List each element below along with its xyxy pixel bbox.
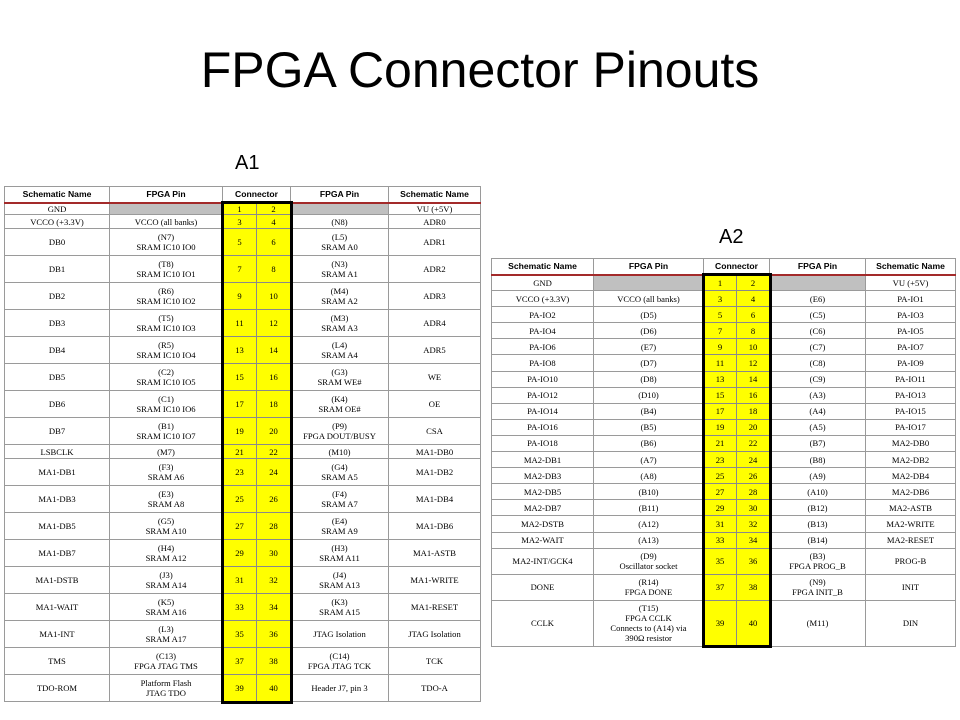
- schematic-name-left: MA1-INT: [5, 621, 110, 648]
- schematic-name-left: DB6: [5, 391, 110, 418]
- schematic-name-right: MA1-DB4: [389, 486, 481, 513]
- schematic-name-left: DB1: [5, 256, 110, 283]
- schematic-name-left: PA-IO8: [492, 355, 594, 371]
- connector-pin-even: 24: [737, 452, 770, 468]
- table-row: [5, 594, 481, 621]
- table-row: [5, 675, 481, 702]
- fpga-pin-left: (B10): [594, 484, 704, 500]
- schematic-name-left: MA1-WAIT: [5, 594, 110, 621]
- connector-pin-even: 14: [737, 371, 770, 387]
- fpga-pin-right: (F4) SRAM A7: [291, 486, 389, 513]
- schematic-name-left: PA-IO2: [492, 307, 594, 323]
- fpga-pin-left: (A7): [594, 452, 704, 468]
- fpga-pin-left: (T5) SRAM IC10 IO3: [110, 310, 223, 337]
- schematic-name-left: MA2-DSTB: [492, 516, 594, 532]
- schematic-name-right: MA2-ASTB: [866, 500, 956, 516]
- schematic-name-right: MA2-RESET: [866, 532, 956, 548]
- connector-pin-even: 28: [737, 484, 770, 500]
- table-row: [492, 548, 956, 574]
- schematic-name-left: VCCO (+3.3V): [5, 215, 110, 229]
- fpga-pin-left: (E7): [594, 339, 704, 355]
- table-row: [492, 419, 956, 435]
- table-row: [492, 275, 956, 291]
- fpga-pin-left: (D6): [594, 323, 704, 339]
- table-row: [5, 445, 481, 459]
- connector-pin-odd: 17: [704, 403, 737, 419]
- table-row: [492, 403, 956, 419]
- fpga-pin-right: (C7): [770, 339, 866, 355]
- connector-pin-odd: 39: [223, 675, 257, 702]
- fpga-pin-right: (C6): [770, 323, 866, 339]
- fpga-pin-right: (K4) SRAM OE#: [291, 391, 389, 418]
- schematic-name-left: MA1-DB1: [5, 459, 110, 486]
- schematic-name-right: MA1-DB2: [389, 459, 481, 486]
- table-row: [5, 256, 481, 283]
- connector-pin-even: 40: [737, 600, 770, 646]
- fpga-pin-right: (C5): [770, 307, 866, 323]
- schematic-name-left: MA1-DB7: [5, 540, 110, 567]
- fpga-pin-left: VCCO (all banks): [110, 215, 223, 229]
- table-row: [492, 291, 956, 307]
- connector-pin-even: 16: [737, 387, 770, 403]
- fpga-pin-right: (E4) SRAM A9: [291, 513, 389, 540]
- connector-pin-odd: 15: [704, 387, 737, 403]
- schematic-name-right: PA-IO17: [866, 419, 956, 435]
- connector-pin-even: 28: [257, 513, 291, 540]
- header-schematic-name: Schematic Name: [492, 259, 594, 275]
- schematic-name-left: LSBCLK: [5, 445, 110, 459]
- table-row: [492, 500, 956, 516]
- connector-pin-even: 22: [737, 435, 770, 451]
- header-fpga-pin: FPGA Pin: [110, 187, 223, 203]
- connector-pin-odd: 27: [704, 484, 737, 500]
- schematic-name-right: MA1-DB0: [389, 445, 481, 459]
- schematic-name-left: DB3: [5, 310, 110, 337]
- a1-label: A1: [235, 152, 260, 174]
- schematic-name-left: PA-IO4: [492, 323, 594, 339]
- table-row: [492, 532, 956, 548]
- fpga-pin-left: (K5) SRAM A16: [110, 594, 223, 621]
- fpga-pin-right: (M4) SRAM A2: [291, 283, 389, 310]
- table-row: [492, 355, 956, 371]
- connector-pin-even: 10: [737, 339, 770, 355]
- schematic-name-right: ADR0: [389, 215, 481, 229]
- connector-pin-even: 32: [257, 567, 291, 594]
- schematic-name-left: PA-IO6: [492, 339, 594, 355]
- fpga-pin-right: (N8): [291, 215, 389, 229]
- fpga-pin-right: (B14): [770, 532, 866, 548]
- schematic-name-right: MA1-RESET: [389, 594, 481, 621]
- connector-pin-odd: 33: [704, 532, 737, 548]
- fpga-pin-right: (J4) SRAM A13: [291, 567, 389, 594]
- schematic-name-right: MA2-DB2: [866, 452, 956, 468]
- connector-pin-odd: 7: [704, 323, 737, 339]
- schematic-name-left: CCLK: [492, 600, 594, 646]
- fpga-pin-right: [291, 203, 389, 215]
- fpga-pin-right: (H3) SRAM A11: [291, 540, 389, 567]
- fpga-pin-left: (B11): [594, 500, 704, 516]
- connector-pin-odd: 31: [223, 567, 257, 594]
- schematic-name-left: PA-IO10: [492, 371, 594, 387]
- connector-pin-odd: 15: [223, 364, 257, 391]
- connector-pin-even: 26: [737, 468, 770, 484]
- fpga-pin-right: (P9) FPGA DOUT/BUSY: [291, 418, 389, 445]
- schematic-name-right: MA2-DB4: [866, 468, 956, 484]
- fpga-pin-right: (L5) SRAM A0: [291, 229, 389, 256]
- schematic-name-left: MA2-DB1: [492, 452, 594, 468]
- connector-pin-odd: 13: [704, 371, 737, 387]
- table-row: [5, 391, 481, 418]
- fpga-pin-right: (C14) FPGA JTAG TCK: [291, 648, 389, 675]
- table-row: [5, 459, 481, 486]
- fpga-pin-right: (N3) SRAM A1: [291, 256, 389, 283]
- connector-pin-even: 36: [257, 621, 291, 648]
- schematic-name-left: TMS: [5, 648, 110, 675]
- connector-pin-even: 6: [257, 229, 291, 256]
- header-fpga-pin: FPGA Pin: [291, 187, 389, 203]
- connector-pin-even: 36: [737, 548, 770, 574]
- table-row: [492, 371, 956, 387]
- fpga-pin-left: (A8): [594, 468, 704, 484]
- slide-title: FPGA Connector Pinouts: [200, 42, 760, 98]
- table-row: [5, 283, 481, 310]
- fpga-pin-right: (B3) FPGA PROG_B: [770, 548, 866, 574]
- connector-pin-even: 16: [257, 364, 291, 391]
- schematic-name-right: OE: [389, 391, 481, 418]
- connector-pin-odd: 29: [704, 500, 737, 516]
- fpga-pin-left: VCCO (all banks): [594, 291, 704, 307]
- table-row: [5, 540, 481, 567]
- connector-pin-even: 38: [737, 574, 770, 600]
- schematic-name-right: MA1-DB6: [389, 513, 481, 540]
- fpga-pin-left: (D8): [594, 371, 704, 387]
- connector-pin-even: 18: [737, 403, 770, 419]
- table-row: [5, 229, 481, 256]
- table-row: [492, 307, 956, 323]
- schematic-name-right: ADR2: [389, 256, 481, 283]
- fpga-pin-left: (E3) SRAM A8: [110, 486, 223, 513]
- fpga-pin-left: (B5): [594, 419, 704, 435]
- table-row: [5, 513, 481, 540]
- schematic-name-left: PA-IO16: [492, 419, 594, 435]
- table-row: [492, 516, 956, 532]
- connector-pin-even: 12: [257, 310, 291, 337]
- schematic-name-right: JTAG Isolation: [389, 621, 481, 648]
- table-row: [5, 621, 481, 648]
- connector-pin-odd: 5: [223, 229, 257, 256]
- table-header-row: [492, 259, 956, 275]
- connector-pin-odd: 11: [704, 355, 737, 371]
- fpga-pin-left: (C1) SRAM IC10 IO6: [110, 391, 223, 418]
- fpga-pin-right: (C8): [770, 355, 866, 371]
- fpga-pin-right: [770, 275, 866, 291]
- table-row: [492, 452, 956, 468]
- connector-pin-odd: 37: [223, 648, 257, 675]
- connector-pin-odd: 1: [704, 275, 737, 291]
- table-row: [5, 567, 481, 594]
- fpga-pin-left: (T8) SRAM IC10 IO1: [110, 256, 223, 283]
- fpga-pin-left: (T15) FPGA CCLK Connects to (A14) via 390Ω resistor: [594, 600, 704, 646]
- table-row: [492, 574, 956, 600]
- header-fpga-pin: FPGA Pin: [594, 259, 704, 275]
- connector-pin-odd: 39: [704, 600, 737, 646]
- connector-pin-odd: 7: [223, 256, 257, 283]
- table-row: [5, 203, 481, 215]
- schematic-name-left: GND: [5, 203, 110, 215]
- fpga-pin-right: (B8): [770, 452, 866, 468]
- fpga-pin-right: (A4): [770, 403, 866, 419]
- fpga-pin-left: (R5) SRAM IC10 IO4: [110, 337, 223, 364]
- connector-pin-odd: 17: [223, 391, 257, 418]
- schematic-name-left: VCCO (+3.3V): [492, 291, 594, 307]
- connector-pin-odd: 9: [704, 339, 737, 355]
- fpga-pin-left: (B4): [594, 403, 704, 419]
- connector-pin-even: 32: [737, 516, 770, 532]
- schematic-name-right: PA-IO13: [866, 387, 956, 403]
- schematic-name-right: ADR5: [389, 337, 481, 364]
- table-header-row: [5, 187, 481, 203]
- schematic-name-right: MA2-WRITE: [866, 516, 956, 532]
- a2-pinout-table-wrap: [491, 258, 956, 647]
- schematic-name-left: MA1-DSTB: [5, 567, 110, 594]
- table-row: [492, 484, 956, 500]
- table-row: [492, 600, 956, 646]
- connector-pin-even: 20: [737, 419, 770, 435]
- fpga-pin-right: (M10): [291, 445, 389, 459]
- table-row: [5, 364, 481, 391]
- table-row: [5, 418, 481, 445]
- fpga-pin-left: (B6): [594, 435, 704, 451]
- connector-pin-even: 18: [257, 391, 291, 418]
- a2-label: A2: [719, 226, 744, 248]
- fpga-pin-right: (B13): [770, 516, 866, 532]
- fpga-pin-right: (G4) SRAM A5: [291, 459, 389, 486]
- fpga-pin-left: Platform Flash JTAG TDO: [110, 675, 223, 702]
- header-schematic-name: Schematic Name: [389, 187, 481, 203]
- connector-pin-even: 8: [737, 323, 770, 339]
- connector-pin-even: 24: [257, 459, 291, 486]
- connector-pin-odd: 29: [223, 540, 257, 567]
- fpga-pin-right: Header J7, pin 3: [291, 675, 389, 702]
- connector-pin-even: 34: [737, 532, 770, 548]
- connector-pin-odd: 27: [223, 513, 257, 540]
- fpga-pin-left: (A12): [594, 516, 704, 532]
- connector-pin-even: 22: [257, 445, 291, 459]
- schematic-name-right: ADR4: [389, 310, 481, 337]
- connector-pin-odd: 19: [223, 418, 257, 445]
- table-row: [5, 310, 481, 337]
- schematic-name-left: DB5: [5, 364, 110, 391]
- connector-pin-even: 2: [737, 275, 770, 291]
- schematic-name-right: MA1-WRITE: [389, 567, 481, 594]
- fpga-pin-right: (K3) SRAM A15: [291, 594, 389, 621]
- header-schematic-name: Schematic Name: [866, 259, 956, 275]
- schematic-name-right: PA-IO7: [866, 339, 956, 355]
- connector-pin-odd: 5: [704, 307, 737, 323]
- fpga-pin-left: [110, 203, 223, 215]
- table-row: [5, 648, 481, 675]
- connector-pin-odd: 3: [223, 215, 257, 229]
- table-row: [5, 215, 481, 229]
- header-schematic-name: Schematic Name: [5, 187, 110, 203]
- schematic-name-left: MA2-INT/GCK4: [492, 548, 594, 574]
- connector-pin-even: 10: [257, 283, 291, 310]
- connector-pin-odd: 11: [223, 310, 257, 337]
- connector-pin-even: 4: [257, 215, 291, 229]
- fpga-pin-right: (G3) SRAM WE#: [291, 364, 389, 391]
- table-row: [492, 387, 956, 403]
- connector-pin-odd: 37: [704, 574, 737, 600]
- schematic-name-left: PA-IO12: [492, 387, 594, 403]
- fpga-pin-right: (C9): [770, 371, 866, 387]
- schematic-name-left: DB7: [5, 418, 110, 445]
- schematic-name-left: TDO-ROM: [5, 675, 110, 702]
- connector-pin-even: 34: [257, 594, 291, 621]
- schematic-name-left: MA2-DB7: [492, 500, 594, 516]
- schematic-name-right: MA2-DB6: [866, 484, 956, 500]
- connector-pin-odd: 31: [704, 516, 737, 532]
- connector-pin-even: 40: [257, 675, 291, 702]
- schematic-name-right: TCK: [389, 648, 481, 675]
- schematic-name-right: PA-IO15: [866, 403, 956, 419]
- schematic-name-right: INIT: [866, 574, 956, 600]
- fpga-pin-right: (B7): [770, 435, 866, 451]
- connector-pin-odd: 33: [223, 594, 257, 621]
- connector-pin-odd: 23: [704, 452, 737, 468]
- fpga-pin-left: [594, 275, 704, 291]
- fpga-pin-right: (N9) FPGA INIT_B: [770, 574, 866, 600]
- connector-pin-even: 14: [257, 337, 291, 364]
- fpga-pin-left: (A13): [594, 532, 704, 548]
- fpga-pin-left: (J3) SRAM A14: [110, 567, 223, 594]
- schematic-name-right: ADR1: [389, 229, 481, 256]
- table-row: [492, 468, 956, 484]
- table-row: [492, 339, 956, 355]
- schematic-name-left: MA2-DB5: [492, 484, 594, 500]
- connector-pin-odd: 21: [704, 435, 737, 451]
- fpga-pin-right: (B12): [770, 500, 866, 516]
- fpga-pin-right: (M3) SRAM A3: [291, 310, 389, 337]
- header-connector: Connector: [704, 259, 770, 275]
- a1-pinout-table-wrap: [4, 186, 481, 702]
- fpga-pin-left: (R14) FPGA DONE: [594, 574, 704, 600]
- connector-pin-odd: 19: [704, 419, 737, 435]
- connector-pin-even: 20: [257, 418, 291, 445]
- connector-pin-even: 26: [257, 486, 291, 513]
- connector-pin-even: 8: [257, 256, 291, 283]
- connector-pin-odd: 13: [223, 337, 257, 364]
- connector-pin-even: 12: [737, 355, 770, 371]
- a1-pinout-table: [4, 186, 481, 702]
- fpga-pin-left: (N7) SRAM IC10 IO0: [110, 229, 223, 256]
- connector-pin-even: 30: [737, 500, 770, 516]
- connector-pin-even: 2: [257, 203, 291, 215]
- fpga-pin-right: (A9): [770, 468, 866, 484]
- schematic-name-right: PA-IO11: [866, 371, 956, 387]
- connector-pin-even: 30: [257, 540, 291, 567]
- fpga-pin-left: (R6) SRAM IC10 IO2: [110, 283, 223, 310]
- schematic-name-left: DB2: [5, 283, 110, 310]
- schematic-name-left: DB4: [5, 337, 110, 364]
- connector-pin-odd: 35: [704, 548, 737, 574]
- schematic-name-left: MA1-DB3: [5, 486, 110, 513]
- fpga-pin-left: (H4) SRAM A12: [110, 540, 223, 567]
- connector-pin-odd: 35: [223, 621, 257, 648]
- table-row: [492, 435, 956, 451]
- schematic-name-left: PA-IO14: [492, 403, 594, 419]
- schematic-name-right: MA1-ASTB: [389, 540, 481, 567]
- schematic-name-right: WE: [389, 364, 481, 391]
- fpga-pin-left: (C2) SRAM IC10 IO5: [110, 364, 223, 391]
- fpga-pin-left: (D7): [594, 355, 704, 371]
- fpga-pin-left: (B1) SRAM IC10 IO7: [110, 418, 223, 445]
- fpga-pin-left: (D10): [594, 387, 704, 403]
- header-fpga-pin: FPGA Pin: [770, 259, 866, 275]
- schematic-name-right: MA2-DB0: [866, 435, 956, 451]
- connector-pin-odd: 25: [223, 486, 257, 513]
- schematic-name-right: DIN: [866, 600, 956, 646]
- schematic-name-left: PA-IO18: [492, 435, 594, 451]
- schematic-name-right: PA-IO3: [866, 307, 956, 323]
- connector-pin-even: 38: [257, 648, 291, 675]
- connector-pin-odd: 25: [704, 468, 737, 484]
- fpga-pin-left: (D5): [594, 307, 704, 323]
- schematic-name-right: PROG-B: [866, 548, 956, 574]
- fpga-pin-left: (C13) FPGA JTAG TMS: [110, 648, 223, 675]
- schematic-name-left: DB0: [5, 229, 110, 256]
- fpga-pin-right: (E6): [770, 291, 866, 307]
- schematic-name-right: PA-IO1: [866, 291, 956, 307]
- connector-pin-even: 6: [737, 307, 770, 323]
- schematic-name-left: MA2-WAIT: [492, 532, 594, 548]
- fpga-pin-left: (D9) Oscillator socket: [594, 548, 704, 574]
- fpga-pin-right: (L4) SRAM A4: [291, 337, 389, 364]
- fpga-pin-left: (F3) SRAM A6: [110, 459, 223, 486]
- connector-pin-even: 4: [737, 291, 770, 307]
- schematic-name-left: DONE: [492, 574, 594, 600]
- fpga-pin-left: (L3) SRAM A17: [110, 621, 223, 648]
- a2-pinout-table: [491, 258, 956, 647]
- schematic-name-left: MA2-DB3: [492, 468, 594, 484]
- schematic-name-right: VU (+5V): [389, 203, 481, 215]
- connector-pin-odd: 21: [223, 445, 257, 459]
- fpga-pin-right: (M11): [770, 600, 866, 646]
- schematic-name-right: PA-IO5: [866, 323, 956, 339]
- fpga-pin-left: (M7): [110, 445, 223, 459]
- schematic-name-right: TDO-A: [389, 675, 481, 702]
- schematic-name-right: ADR3: [389, 283, 481, 310]
- schematic-name-left: MA1-DB5: [5, 513, 110, 540]
- schematic-name-right: PA-IO9: [866, 355, 956, 371]
- connector-pin-odd: 9: [223, 283, 257, 310]
- connector-pin-odd: 23: [223, 459, 257, 486]
- table-row: [5, 486, 481, 513]
- table-row: [5, 337, 481, 364]
- schematic-name-left: GND: [492, 275, 594, 291]
- fpga-pin-right: (A5): [770, 419, 866, 435]
- schematic-name-right: CSA: [389, 418, 481, 445]
- header-connector: Connector: [223, 187, 291, 203]
- fpga-pin-left: (G5) SRAM A10: [110, 513, 223, 540]
- fpga-pin-right: JTAG Isolation: [291, 621, 389, 648]
- connector-pin-odd: 1: [223, 203, 257, 215]
- schematic-name-right: VU (+5V): [866, 275, 956, 291]
- table-row: [492, 323, 956, 339]
- connector-pin-odd: 3: [704, 291, 737, 307]
- fpga-pin-right: (A3): [770, 387, 866, 403]
- fpga-pin-right: (A10): [770, 484, 866, 500]
